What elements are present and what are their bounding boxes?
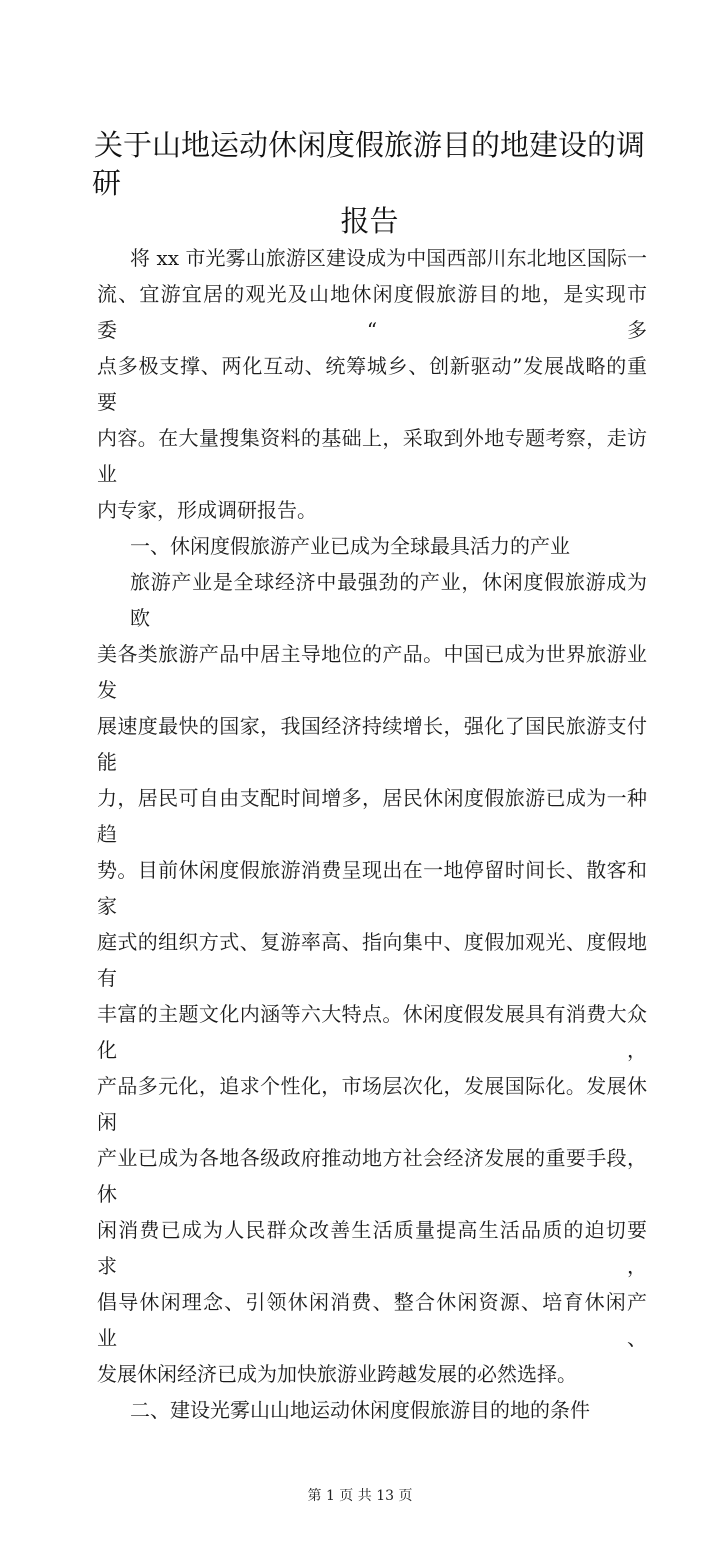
text-line: 流、宜游宜居的观光及山地休闲度假旅游目的地，是实现市委“多 bbox=[97, 282, 647, 342]
document-body bbox=[97, 240, 647, 1428]
text-line: 内专家，形成调研报告。 bbox=[97, 498, 317, 522]
intro-paragraph bbox=[97, 240, 647, 528]
text-line: 一、休闲度假旅游产业已成为全球最具活力的产业 bbox=[130, 534, 570, 558]
text-line: 丰富的主题文化内涵等六大特点。休闲度假发展具有消费大众化， bbox=[97, 1002, 647, 1062]
text-line: 美各类旅游产品中居主导地位的产品。中国已成为世界旅游业发 bbox=[97, 642, 647, 702]
section-heading-1 bbox=[97, 528, 647, 564]
text-line: 力，居民可自由支配时间增多，居民休闲度假旅游已成为一种趋 bbox=[97, 786, 647, 846]
text-line: 内容。在大量搜集资料的基础上，采取到外地专题考察，走访业 bbox=[97, 426, 647, 486]
section-heading-2 bbox=[97, 1392, 647, 1428]
text-line: 发展休闲经济已成为加快旅游业跨越发展的必然选择。 bbox=[97, 1362, 577, 1386]
text-line: 庭式的组织方式、复游率高、指向集中、度假加观光、度假地有 bbox=[97, 930, 647, 990]
text-line: 产业已成为各地各级政府推动地方社会经济发展的重要手段，休 bbox=[97, 1146, 647, 1206]
text-line: 闲消费已成为人民群众改善生活质量提高生活品质的迫切要求， bbox=[97, 1218, 647, 1278]
text-line: 旅游产业是全球经济中最强劲的产业，休闲度假旅游成为欧 bbox=[130, 570, 647, 630]
text-line: 二、建设光雾山山地运动休闲度假旅游目的地的条件 bbox=[130, 1398, 590, 1422]
section-1-paragraph bbox=[97, 564, 647, 1392]
text-line: 产品多元化，追求个性化，市场层次化，发展国际化。发展休闲 bbox=[97, 1074, 647, 1134]
text-line: 展速度最快的国家，我国经济持续增长，强化了国民旅游支付能 bbox=[97, 714, 647, 774]
text-line: 势。目前休闲度假旅游消费呈现出在一地停留时间长、散客和家 bbox=[97, 858, 647, 918]
text-line: 点多极支撑、两化互动、统筹城乡、创新驱动”发展战略的重要 bbox=[97, 354, 647, 414]
page-number: 第 1 页 共 13 页 bbox=[307, 1488, 413, 1504]
text-line: 倡导休闲理念、引领休闲消费、整合休闲资源、培育休闲产业、 bbox=[97, 1290, 647, 1350]
document-title-line-2: 报告 bbox=[340, 204, 399, 238]
text-line: 将 xx 市光雾山旅游区建设成为中国西部川东北地区国际一 bbox=[130, 246, 647, 270]
document-title-line-1: 关于山地运动休闲度假旅游目的地建设的调研 bbox=[92, 128, 645, 200]
